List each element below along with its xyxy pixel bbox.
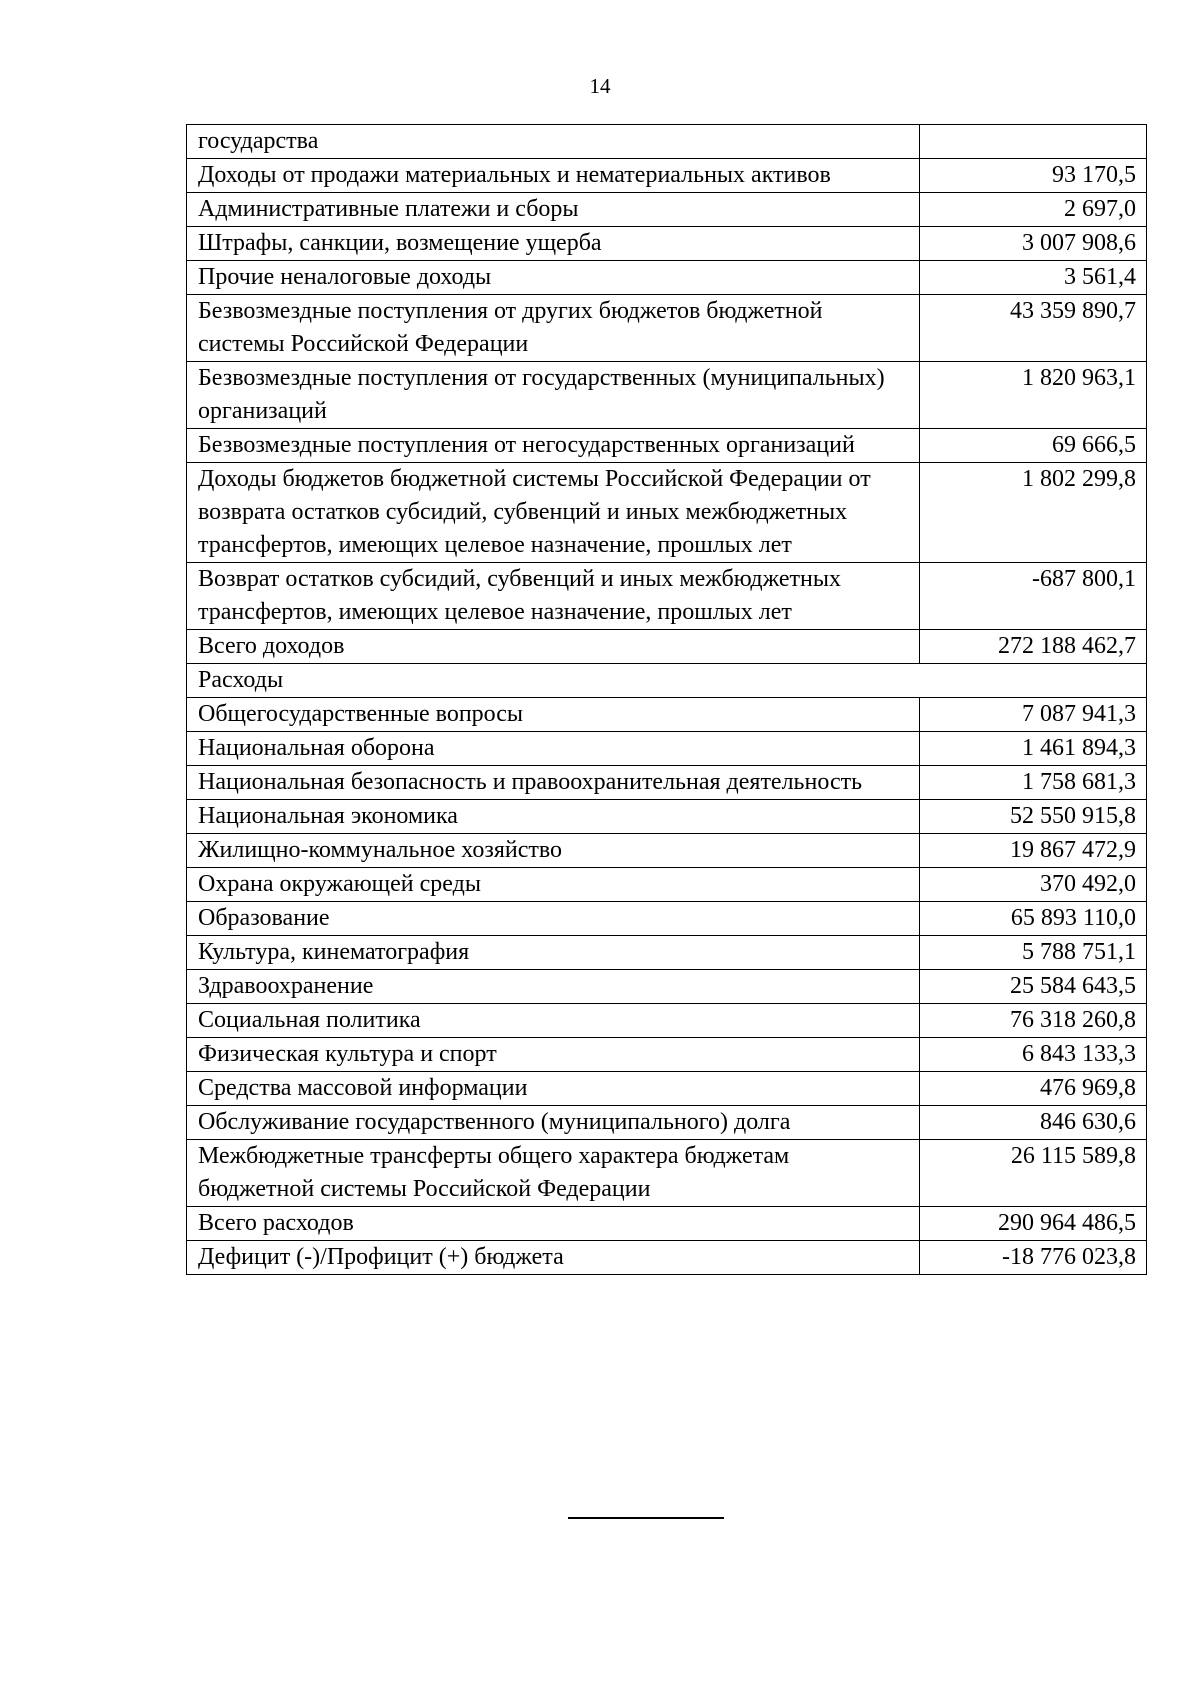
row-value: -18 776 023,8 <box>920 1241 1147 1275</box>
row-value: 69 666,5 <box>920 429 1147 463</box>
budget-table-body <box>187 125 1147 1275</box>
row-value: 846 630,6 <box>920 1106 1147 1140</box>
row-value: 26 115 589,8 <box>920 1140 1147 1207</box>
row-value: 3 561,4 <box>920 261 1147 295</box>
row-value: 5 788 751,1 <box>920 936 1147 970</box>
row-label: Штрафы, санкции, возмещение ущерба <box>187 227 920 261</box>
row-label: Всего расходов <box>187 1207 920 1241</box>
table-row <box>187 1038 1147 1072</box>
row-label: Физическая культура и спорт <box>187 1038 920 1072</box>
table-row <box>187 970 1147 1004</box>
row-label: Образование <box>187 902 920 936</box>
row-label: Доходы бюджетов бюджетной системы Российской Федерации от возврата остатков субсидий, субвенций и иных межбюджетных трансфертов, имеющих целевое назначение, прошлых лет <box>187 463 920 563</box>
row-value: 476 969,8 <box>920 1072 1147 1106</box>
row-value: 43 359 890,7 <box>920 295 1147 362</box>
row-value <box>920 125 1147 159</box>
table-row <box>187 868 1147 902</box>
table-row <box>187 902 1147 936</box>
table-row <box>187 1072 1147 1106</box>
table-row <box>187 766 1147 800</box>
row-value: 6 843 133,3 <box>920 1038 1147 1072</box>
table-row <box>187 261 1147 295</box>
row-value: 2 697,0 <box>920 193 1147 227</box>
row-label: Обслуживание государственного (муниципального) долга <box>187 1106 920 1140</box>
row-value: 76 318 260,8 <box>920 1004 1147 1038</box>
end-of-document-rule <box>568 1517 724 1519</box>
table-row <box>187 563 1147 630</box>
table-row <box>187 125 1147 159</box>
row-value: 52 550 915,8 <box>920 800 1147 834</box>
table-row <box>187 362 1147 429</box>
row-value: 1 461 894,3 <box>920 732 1147 766</box>
table-row <box>187 800 1147 834</box>
row-label: Здравоохранение <box>187 970 920 1004</box>
row-value: 7 087 941,3 <box>920 698 1147 732</box>
table-row <box>187 429 1147 463</box>
row-label: Средства массовой информации <box>187 1072 920 1106</box>
row-value: 272 188 462,7 <box>920 630 1147 664</box>
row-label: Возврат остатков субсидий, субвенций и иных межбюджетных трансфертов, имеющих целевое назначение, прошлых лет <box>187 563 920 630</box>
row-value: 1 758 681,3 <box>920 766 1147 800</box>
row-label: Административные платежи и сборы <box>187 193 920 227</box>
row-value: 290 964 486,5 <box>920 1207 1147 1241</box>
row-value: 1 820 963,1 <box>920 362 1147 429</box>
table-row <box>187 732 1147 766</box>
table-row <box>187 936 1147 970</box>
row-label: Охрана окружающей среды <box>187 868 920 902</box>
row-label: Безвозмездные поступления от других бюджетов бюджетной системы Российской Федерации <box>187 295 920 362</box>
table-row <box>187 834 1147 868</box>
row-value: 370 492,0 <box>920 868 1147 902</box>
row-label: Национальная экономика <box>187 800 920 834</box>
row-label: государства <box>187 125 920 159</box>
table-row <box>187 227 1147 261</box>
table-row <box>187 1241 1147 1275</box>
row-label: Всего доходов <box>187 630 920 664</box>
row-value: 93 170,5 <box>920 159 1147 193</box>
row-label: Безвозмездные поступления от негосударственных организаций <box>187 429 920 463</box>
table-row <box>187 1140 1147 1207</box>
row-label: Доходы от продажи материальных и нематериальных активов <box>187 159 920 193</box>
table-row <box>187 630 1147 664</box>
table-row <box>187 1106 1147 1140</box>
row-value: 3 007 908,6 <box>920 227 1147 261</box>
table-row <box>187 295 1147 362</box>
row-label: Общегосударственные вопросы <box>187 698 920 732</box>
row-label: Дефицит (-)/Профицит (+) бюджета <box>187 1241 920 1275</box>
row-label: Социальная политика <box>187 1004 920 1038</box>
row-value: -687 800,1 <box>920 563 1147 630</box>
section-title: Расходы <box>187 664 1147 698</box>
row-label: Безвозмездные поступления от государственных (муниципальных) организаций <box>187 362 920 429</box>
table-row <box>187 463 1147 563</box>
table-row <box>187 1207 1147 1241</box>
row-value: 25 584 643,5 <box>920 970 1147 1004</box>
row-label: Жилищно-коммунальное хозяйство <box>187 834 920 868</box>
table-row <box>187 698 1147 732</box>
page-number: 14 <box>589 74 611 98</box>
row-label: Национальная безопасность и правоохранительная деятельность <box>187 766 920 800</box>
row-label: Национальная оборона <box>187 732 920 766</box>
row-label: Культура, кинематография <box>187 936 920 970</box>
row-value: 65 893 110,0 <box>920 902 1147 936</box>
table-row <box>187 193 1147 227</box>
row-label: Межбюджетные трансферты общего характера бюджетам бюджетной системы Российской Федерации <box>187 1140 920 1207</box>
row-value: 1 802 299,8 <box>920 463 1147 563</box>
table-row <box>187 159 1147 193</box>
budget-table <box>186 124 1147 1275</box>
section-header-row <box>187 664 1147 698</box>
table-row <box>187 1004 1147 1038</box>
row-value: 19 867 472,9 <box>920 834 1147 868</box>
row-label: Прочие неналоговые доходы <box>187 261 920 295</box>
